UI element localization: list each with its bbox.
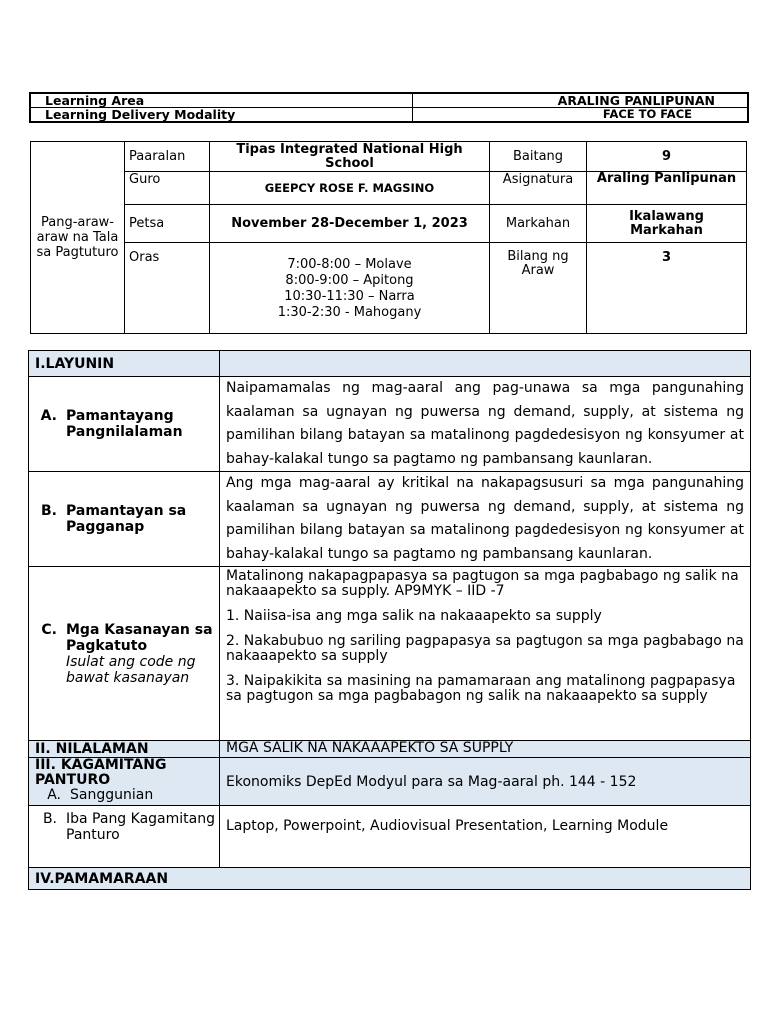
pamantayan-sa-pagganap-text: Ang mga mag-aaral ay kritikal na nakapagsusuri sa mga pangunahing kaalaman sa ugnayan ng puwersa ng demand, supply, at sistema ng pamilihan bilang batayan sa matalinong pagdedesisyon ng konsyumer at bahay-kalakal tungo sa pagtamo ng pambansang kaunlaran. bbox=[220, 472, 751, 567]
markahan-value: Ikalawang Markahan bbox=[587, 205, 747, 243]
paaralan-value: Tipas Integrated National High School bbox=[210, 142, 490, 172]
kasanayan-intro: Matalinong nakapagpapasya sa pagtugon sa mga pagbabago ng salik na nakaaapekto sa supply. AP9MYK – IID -7 bbox=[226, 568, 739, 599]
learning-area-row bbox=[30, 93, 748, 108]
item-letter: B. bbox=[42, 811, 57, 827]
baitang-value: 9 bbox=[587, 142, 747, 172]
item-letter: C. bbox=[41, 621, 57, 638]
layunin-header: I.LAYUNIN bbox=[29, 351, 220, 377]
schedule-line: 10:30-11:30 – Narra bbox=[284, 289, 415, 304]
info-table bbox=[30, 141, 747, 334]
kasanayan-item: 2. Nakabubuo ng sariling pagpapasya sa pagtugon sa mga pagbabago na nakaaapekto sa supply bbox=[226, 633, 744, 664]
kasanayan-note: Isulat ang code ng bawat kasanayan bbox=[66, 653, 196, 686]
learning-area-label: Learning Area bbox=[30, 93, 412, 108]
learning-area-value: ARALING PANLIPUNAN bbox=[412, 93, 748, 108]
petsa-label: Petsa bbox=[125, 205, 210, 243]
pamantayan-sa-pagganap-label bbox=[29, 472, 220, 567]
pamantayang-pangnilalaman-label bbox=[29, 377, 220, 472]
schedule-line: 8:00-9:00 – Apitong bbox=[285, 273, 414, 288]
kasanayan-label bbox=[29, 567, 220, 741]
guro-label: Guro bbox=[125, 172, 210, 205]
iba-pang-kagamitan-label bbox=[29, 806, 220, 868]
item-letter: A. bbox=[47, 787, 61, 803]
baitang-label: Baitang bbox=[490, 142, 587, 172]
modality-value: FACE TO FACE bbox=[412, 108, 748, 123]
petsa-value: November 28-December 1, 2023 bbox=[210, 205, 490, 243]
oras-schedule bbox=[210, 243, 490, 334]
pamantayang-pangnilalaman-text: Naipamamalas ng mag-aaral ang pag-unawa sa mga pangunahing kaalaman sa ugnayan ng puwersa ng demand, supply, at sistema ng pamilihan bilang batayan sa matalinong pagdedesisyon ng konsyumer at bahay-kalakal tungo sa pagtamo ng pambansang kaunlaran. bbox=[220, 377, 751, 472]
kasanayan-content bbox=[220, 567, 751, 741]
item-letter: B. bbox=[41, 503, 57, 519]
oras-label: Oras bbox=[125, 243, 210, 334]
lesson-plan-table bbox=[28, 350, 751, 890]
kasanayan-item: 1. Naiisa-isa ang mga salik na nakaaapekto sa supply bbox=[226, 608, 602, 624]
paaralan-label: Paaralan bbox=[125, 142, 210, 172]
bilang-label: Bilang ng Araw bbox=[490, 243, 587, 334]
nilalaman-value: MGA SALIK NA NAKAAAPEKTO SA SUPPLY bbox=[220, 741, 751, 758]
kasanayan-item: 3. Naipakikita sa masining na pamamaraan ang matalinong pagpapasya sa pagtugon sa mga pagbabagon ng salik na nakaaapekto sa supply bbox=[226, 673, 736, 704]
item-label: Pamantayan sa Pagganap bbox=[66, 503, 187, 535]
kagamitan-header: III. KAGAMITANG PANTURO bbox=[35, 757, 167, 788]
pamamaraan-header: IV.PAMAMARAAN bbox=[29, 868, 751, 890]
sanggunian-value: Ekonomiks DepEd Modyul para sa Mag-aaral ph. 144 - 152 bbox=[220, 758, 751, 806]
markahan-label: Markahan bbox=[490, 205, 587, 243]
iba-pang-kagamitan-value: Laptop, Powerpoint, Audiovisual Presentation, Learning Module bbox=[220, 806, 751, 868]
asignatura-value: Araling Panlipunan bbox=[587, 172, 747, 205]
modality-row bbox=[30, 108, 748, 123]
asignatura-label: Asignatura bbox=[490, 172, 587, 205]
guro-value: GEEPCY ROSE F. MAGSINO bbox=[210, 172, 490, 205]
item-letter: A. bbox=[40, 408, 57, 424]
modality-label: Learning Delivery Modality bbox=[30, 108, 412, 123]
sanggunian-label: Sanggunian bbox=[70, 787, 154, 803]
bilang-value: 3 bbox=[587, 243, 747, 334]
item-label: Iba Pang Kagamitang Panturo bbox=[66, 811, 215, 843]
header-table bbox=[29, 92, 749, 123]
kagamitan-cell bbox=[29, 758, 220, 806]
layunin-header-blank bbox=[220, 351, 751, 377]
item-label: Pamantayang Pangnilalaman bbox=[66, 408, 183, 440]
doc-title: Pang-araw-araw na Tala sa Pagtuturo bbox=[31, 142, 125, 334]
nilalaman-header: II. NILALAMAN bbox=[29, 741, 220, 758]
schedule-line: 7:00-8:00 – Molave bbox=[287, 257, 412, 272]
item-label: Mga Kasanayan sa Pagkatuto bbox=[66, 621, 213, 654]
schedule-line: 1:30-2:30 - Mahogany bbox=[277, 305, 422, 320]
